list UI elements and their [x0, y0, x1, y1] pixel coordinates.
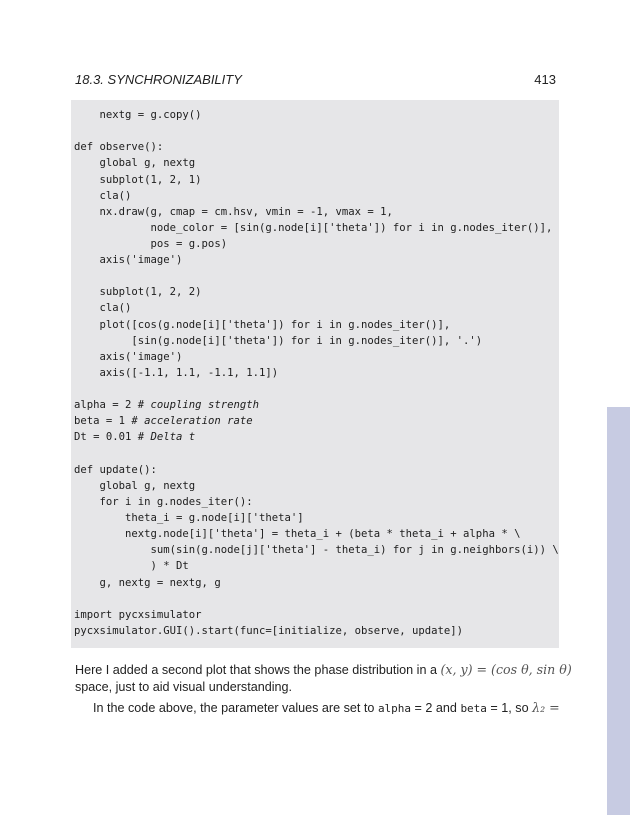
- paragraph-text: = 1, so: [486, 701, 533, 715]
- code-line: [74, 479, 195, 493]
- code-text: import pycxsimulator: [74, 608, 202, 621]
- code-line: [74, 608, 202, 622]
- code-text: theta_i = g.node[i]['theta']: [74, 512, 304, 524]
- math-expression: λ₂ =: [532, 700, 560, 715]
- page-number: 413: [534, 72, 556, 87]
- code-text: [sin(g.node[i]['theta']) for i in g.nodes_iter()], '.'): [74, 334, 483, 347]
- code-text: ) * Dt: [74, 560, 189, 573]
- code-text: plot([cos(g.node[i]['theta']) for i in g.nodes_iter()],: [74, 318, 451, 331]
- code-text: nextg = g.copy(): [74, 109, 202, 121]
- code-line: [74, 156, 195, 170]
- code-line: [74, 318, 450, 332]
- code-line: [74, 414, 253, 428]
- code-comment: # Delta t: [137, 431, 196, 444]
- inline-code-alpha: alpha: [377, 702, 412, 715]
- code-line: [74, 108, 202, 122]
- code-text: subplot(1, 2, 1): [74, 173, 202, 186]
- code-line: [74, 221, 552, 235]
- code-line: [74, 205, 393, 219]
- code-text: beta = 1: [74, 415, 132, 428]
- section-title: 18.3. SYNCHRONIZABILITY: [75, 72, 242, 87]
- code-line: [74, 527, 520, 541]
- code-text: axis('image'): [74, 254, 183, 267]
- code-line: [74, 495, 253, 509]
- code-line: [74, 350, 182, 364]
- paragraph-1-line-1: [75, 662, 572, 677]
- code-line: [74, 285, 202, 299]
- code-line: [74, 576, 221, 590]
- code-line: [74, 430, 195, 444]
- code-text: nextg.node[i]['theta'] = theta_i + (beta * theta_i + alpha * \: [74, 528, 521, 541]
- inline-code-beta: beta: [460, 702, 487, 715]
- code-line: [74, 334, 482, 348]
- code-line: [74, 463, 157, 477]
- code-text: cla(): [74, 189, 132, 202]
- code-text: subplot(1, 2, 2): [74, 286, 202, 299]
- code-text: node_color = [sin(g.node[i]['theta']) for i in g.nodes_iter()],: [74, 221, 553, 234]
- code-line: [74, 189, 131, 203]
- code-line: [74, 173, 202, 187]
- code-text: Dt = 0.01: [74, 431, 138, 444]
- paragraph-text: In the code above, the parameter values are set to: [93, 701, 378, 715]
- code-text: def update():: [74, 463, 157, 476]
- code-line: [74, 237, 227, 251]
- code-text: sum(sin(g.node[j]['theta'] - theta_i) for j in g.neighbors(i)) \: [74, 544, 559, 557]
- code-line: [74, 624, 463, 638]
- paragraph-text: Here I added a second plot that shows the phase distribution in a: [75, 663, 441, 677]
- code-text: pycxsimulator.GUI().start(func=[initialize, observe, update]): [74, 624, 464, 637]
- paragraph-1-line-2: space, just to aid visual understanding.: [75, 680, 293, 694]
- code-line: [74, 559, 189, 573]
- code-text: for i in g.nodes_iter():: [74, 495, 253, 508]
- running-header: [75, 72, 556, 92]
- code-line: [74, 511, 304, 525]
- code-comment: # coupling strength: [137, 399, 259, 412]
- paragraph-2-line-1: [93, 700, 576, 715]
- math-expression: (x, y) = (cos θ, sin θ): [440, 662, 572, 677]
- code-text: axis([-1.1, 1.1, -1.1, 1.1]): [74, 366, 279, 379]
- code-line: [74, 398, 259, 412]
- code-text: axis('image'): [74, 350, 183, 363]
- code-text: global g, nextg: [74, 157, 196, 170]
- code-line: [74, 253, 182, 267]
- code-text: pos = g.pos): [74, 238, 228, 250]
- code-text: global g, nextg: [74, 479, 196, 492]
- paragraph-text: = 2 and: [411, 701, 461, 715]
- code-text: cla(): [74, 302, 132, 315]
- code-text: alpha = 2: [74, 399, 138, 412]
- code-comment: # acceleration rate: [131, 415, 253, 428]
- code-line: [74, 543, 559, 557]
- code-line: [74, 366, 278, 380]
- code-text: g, nextg = nextg, g: [74, 576, 221, 589]
- code-line: [74, 301, 131, 315]
- code-line: [74, 140, 163, 154]
- code-text: nx.draw(g, cmap = cm.hsv, vmin = -1, vmax = 1,: [74, 205, 393, 218]
- chapter-thumb-tab: [607, 407, 630, 815]
- code-text: def observe():: [74, 141, 164, 154]
